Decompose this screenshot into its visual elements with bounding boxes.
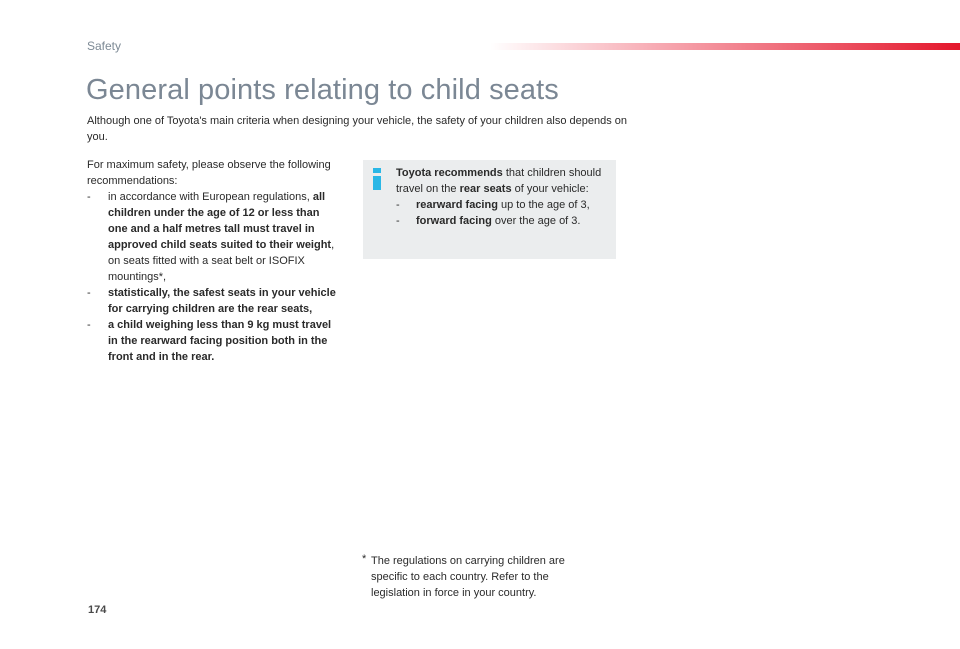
recommendations-lead: For maximum safety, please observe the following recommendations: xyxy=(87,159,331,187)
list-dash: - xyxy=(87,191,91,203)
list-dash: - xyxy=(396,215,400,227)
recommendations-column xyxy=(87,157,342,365)
info-emphasis: Toyota recommends xyxy=(396,167,503,179)
list-item xyxy=(87,317,342,365)
list-dash: - xyxy=(87,319,91,331)
footnote xyxy=(362,553,597,601)
list-item-emphasis: statistically, the safest seats in your vehicle for carrying children are the rear seats, xyxy=(108,287,336,315)
list-item xyxy=(87,189,342,285)
info-icon xyxy=(371,168,383,190)
list-item-text: over the age of 3. xyxy=(491,215,581,227)
list-item-emphasis: all children under the age of 12 or less than one and a half metres tall must travel in approved child seats suited to their weight xyxy=(108,191,332,251)
info-text xyxy=(396,165,611,229)
list-item-text: up to the age of 3, xyxy=(497,199,590,211)
list-dash: - xyxy=(396,199,400,211)
list-item-emphasis: a child weighing less than 9 kg must travel in the rearward facing position both in the front and in the rear. xyxy=(108,319,332,363)
list-item xyxy=(87,285,342,317)
header-accent-bar xyxy=(490,43,960,50)
list-item-emphasis: forward facing xyxy=(416,215,492,227)
list-item xyxy=(396,213,611,229)
footnote-text: The regulations on carrying children are specific to each country. Refer to the legislation in force in your country. xyxy=(371,555,565,599)
page-title: General points relating to child seats xyxy=(86,74,559,106)
section-label: Safety xyxy=(87,39,122,53)
intro-paragraph: Although one of Toyota's main criteria when designing your vehicle, the safety of your children also depends on you. xyxy=(87,115,628,143)
list-item-text: in accordance with European regulations, xyxy=(108,191,313,203)
list-item xyxy=(396,197,611,213)
list-dash: - xyxy=(87,287,91,299)
info-list xyxy=(396,197,611,229)
info-paragraph: Toyota recommends that children should travel on the rear seats of your vehicle: xyxy=(396,167,602,195)
list-item-emphasis: rearward facing xyxy=(416,199,498,211)
info-box xyxy=(363,160,616,259)
recommendations-list xyxy=(87,189,342,365)
info-emphasis: rear seats xyxy=(459,183,512,195)
page-number: 174 xyxy=(88,604,107,616)
footnote-marker: * xyxy=(362,553,367,565)
list-item-text: , on seats fitted with a seat belt or ISOFIX mountings*, xyxy=(108,239,335,283)
